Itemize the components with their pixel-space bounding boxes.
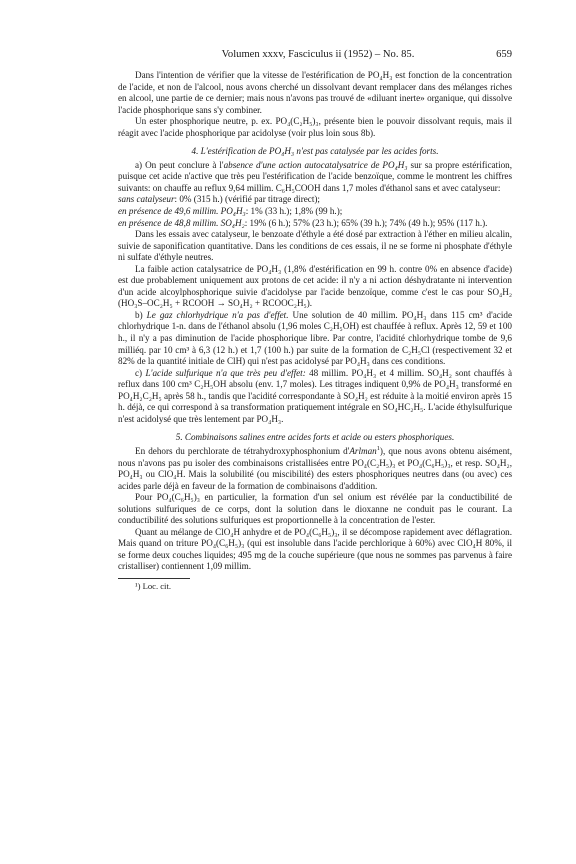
paragraph-ester-neutre: Un ester phosphorique neutre, p. ex. PO₄(C₂H₅)₃, présente bien le pouvoir dissolvant requis, mais il réagit avec l'acide phosphorique par acidolyse (voir plus loin sous 8b). [118, 116, 512, 138]
paragraph-dosage: Dans les essais avec catalyseur, le benzoate d'éthyle a été dosé par extraction à l'éther en milieu alcalin, suivie de saponification quantitative. Dans les conditions de ces essais, il ne se forme ni phosphate d'éthyle ni sulfate d'éthyle neutres. [118, 229, 512, 263]
footnote-rule [118, 578, 190, 579]
section-heading-5: 5. Combinaisons salines entre acides forts et acide ou esters phosphoriques. [175, 432, 455, 443]
article-body [118, 70, 512, 593]
paragraph-dissolvant: Dans l'intention de vérifier que la vitesse de l'estérification de PO₄H₃ est fonction de la concentration de l'acide, et non de l'alcool, nous avons cherché un dissolvant devant remplacer dans des mélanges riches en alcool, une partie de ce dernier; mais nous n'avons pas trouvé de «diluant inerte» organique, qui dissolve l'acide phosphorique sans s'y combiner. [118, 70, 512, 115]
result-line-po4h3: en présence de 49,6 millim. PO₄H₃: 1% (33 h.); 1,8% (99 h.); [118, 206, 343, 217]
paragraph-conductibilite: Pour PO₄(C₆H₅)₃ en particulier, la formation d'un sel onium est révélée par la conductibilité de solutions sulfuriques de ce corps, dont la solution dans le dioxanne ne conduit pas le courant. La conductibilité des solutions sulfuriques est proportionnelle à la concentration de l'ester. [118, 492, 512, 526]
paragraph-4b: b) Le gaz chlorhydrique n'a pas d'effet. Une solution de 40 millim. PO₄H₃ dans 115 cm³ d'acide chlorhydrique 1-n. dans de l'éthanol absolu (1,96 moles C₂H₅OH) est chauffée à reflux. Après 12, 59 et 100 h., il n'y a pas diminution de l'acide phosphorique libre. Par contre, l'acidité chlorhydrique tombe de 9,6 milliéq. par 10 cm³ à 6,3 (12 h.) et 1,7 (100 h.) par suite de la formation de C₂H₅Cl (respectivement 32 et 82% de la quantité initiale de ClH) qui n'est pas acidolysé par PO₄H₃ dans ces conditions. [118, 309, 512, 367]
footnote-ref: 1 [376, 444, 380, 452]
paragraph-clo4h: Quant au mélange de ClO₄H anhydre et de PO₄(C₆H₅)₃, il se décompose rapidement avec déflagration. Mais quand on triture PO₄(C₆H₅)₃ (qui est insoluble dans l'acide perchlorique à 60%) avec ClO₄H 80%, il se forme deux couches liquides; 495 mg de la couche supérieure (que nous ne sommes pas parvenus à faire cristalliser) contiennent 1,09 millim. [118, 526, 512, 572]
section-heading-4: 4. L'estérification de PO₄H₃ n'est pas catalysée par les acides forts. [191, 146, 439, 157]
paragraph-4a: a) On peut conclure à l'absence d'une action autocatalysatrice de PO₄H₃ sur sa propre estérification, puisque cet acide n'active que très peu l'estérification de l'acide benzoïque, comme le montrent les chiffres suivants: on chauffe au reflux 9,64 millim. C₆H₅COOH dans 1,7 moles d'éthanol sans et avec catalyseur: [118, 159, 513, 193]
paragraph-perchlorate: En dehors du perchlorate de tétrahydroxyphosphonium d'Arlman$^1$), que nous avons obtenu aisément, nous n'avons pas pu isoler des combinaisons cristallisées entre PO₄(C₂H₅)₃ et PO₄(C₆H₅)₃, et resp. SO₄H₂, PO₄H₃ ou ClO₄H. Mais la solubilité (ou miscibilité) des esters phosphoriques neutres dans (ou avec) ces acides parle déjà en faveur de la formation de combinaisons d'addition. [118, 444, 512, 491]
footnote: ¹) Loc. cit. [135, 580, 171, 591]
page-number: 659 [496, 49, 512, 60]
paragraph-4c: c) L'acide sulfurique n'a que très peu d'effet: 48 millim. PO₄H₃ et 4 millim. SO₄H₂ sont chauffés à reflux dans 100 cm³ C₂H₅OH absolu (env. 1,7 moles). Les titrages indiquent 0,9% de PO₄H₃ transformé en PO₄H₂C₂H₅ après 58 h., tandis que l'acidité correspondante à SO₄H₂ est réduite à la moitié environ après 15 h. déjà, ce qui correspond à sa transformation pratiquement intégrale en SO₄HC₂H₅. L'acide éthylsulfurique n'est acidolysé que très lentement par PO₄H₃. [118, 367, 512, 424]
paragraph-catalyse: La faible action catalysatrice de PO₄H₃ (1,8% d'estérification en 99 h. contre 0% en absence d'acide) est due probablement uniquement aux protons de cet acide: il n'y a ni action déshydratante ni intervention d'un acide alcoylphosphorique suivie d'acidolyse par l'acide benzoïque, comme c'est le cas pour SO₄H₂ (HO₃S–OC₂H₅ + RCOOH → SO₄H₂ + RCOOC₂H₅). [118, 263, 512, 309]
result-line-sans-catalyseur: sans catalyseur: 0% (315 h.) (vérifié par titrage direct); [118, 194, 320, 205]
result-line-so4h2: en présence de 48,8 millim. SO₄H₂: 19% (6 h.); 57% (23 h.); 65% (39 h.); 74% (49 h.); 95% (117 h.). [118, 217, 488, 228]
journal-title: Volumen xxxv, Fasciculus ii (1952) – No. 85. [221, 49, 415, 60]
